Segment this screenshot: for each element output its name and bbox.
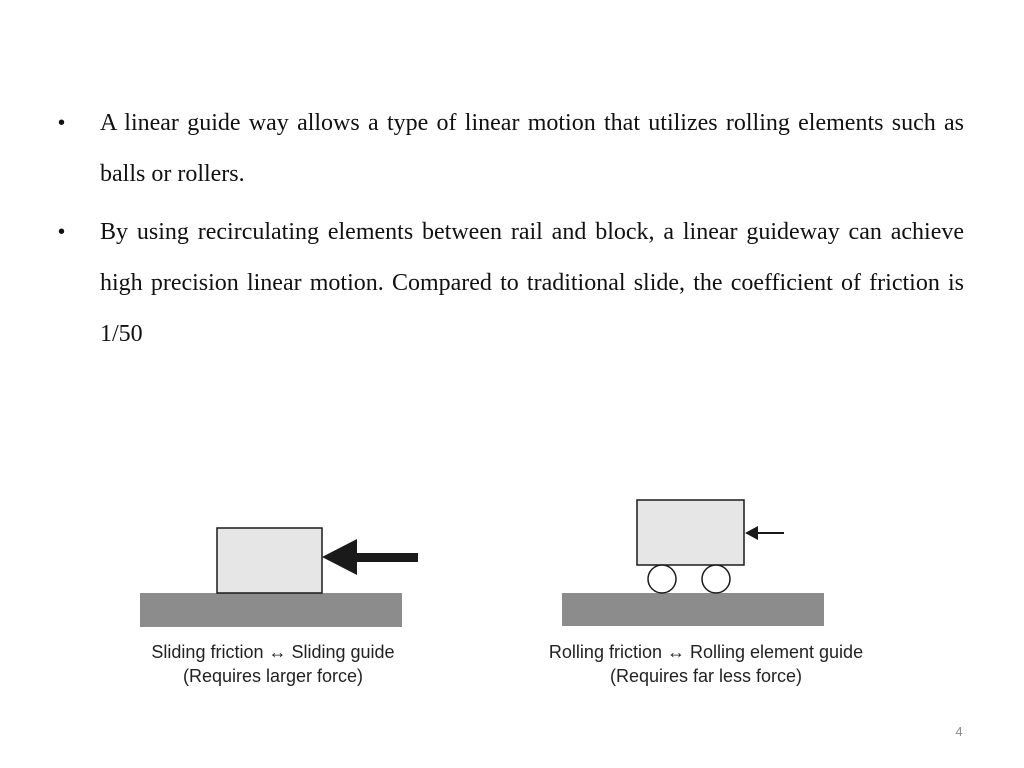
large-force-arrow-icon (322, 539, 418, 575)
bullet-item-2 (58, 207, 964, 360)
bullet-text: By using recirculating elements between rail and block, a linear guideway can achieve high precision linear motion. Compared to traditional slide, the coefficient of friction is 1/50 (100, 219, 964, 347)
rolling-caption-title: Rolling friction ↔ Rolling element guide (548, 642, 864, 662)
rolling-caption (512, 640, 900, 688)
bullet-item-1 (58, 98, 964, 200)
bullet-marker: • (58, 112, 66, 134)
roller-left (648, 565, 676, 593)
small-force-arrow-icon (745, 526, 784, 540)
rolling-ground (562, 593, 824, 626)
roller-right (702, 565, 730, 593)
bullet-marker: • (58, 221, 66, 243)
sliding-caption (122, 640, 424, 688)
sliding-ground (140, 593, 402, 627)
bullet-list (58, 98, 964, 367)
page-number: 4 (955, 724, 963, 739)
sliding-caption-title: Sliding friction ↔ Sliding guide (151, 642, 395, 662)
sliding-block (217, 528, 322, 593)
rolling-block (637, 500, 744, 565)
rolling-caption-note: (Requires far less force) (609, 666, 803, 686)
sliding-caption-note: (Requires larger force) (182, 666, 364, 686)
bullet-text: A linear guide way allows a type of linear motion that utilizes rolling elements such as balls or rollers. (100, 110, 964, 187)
